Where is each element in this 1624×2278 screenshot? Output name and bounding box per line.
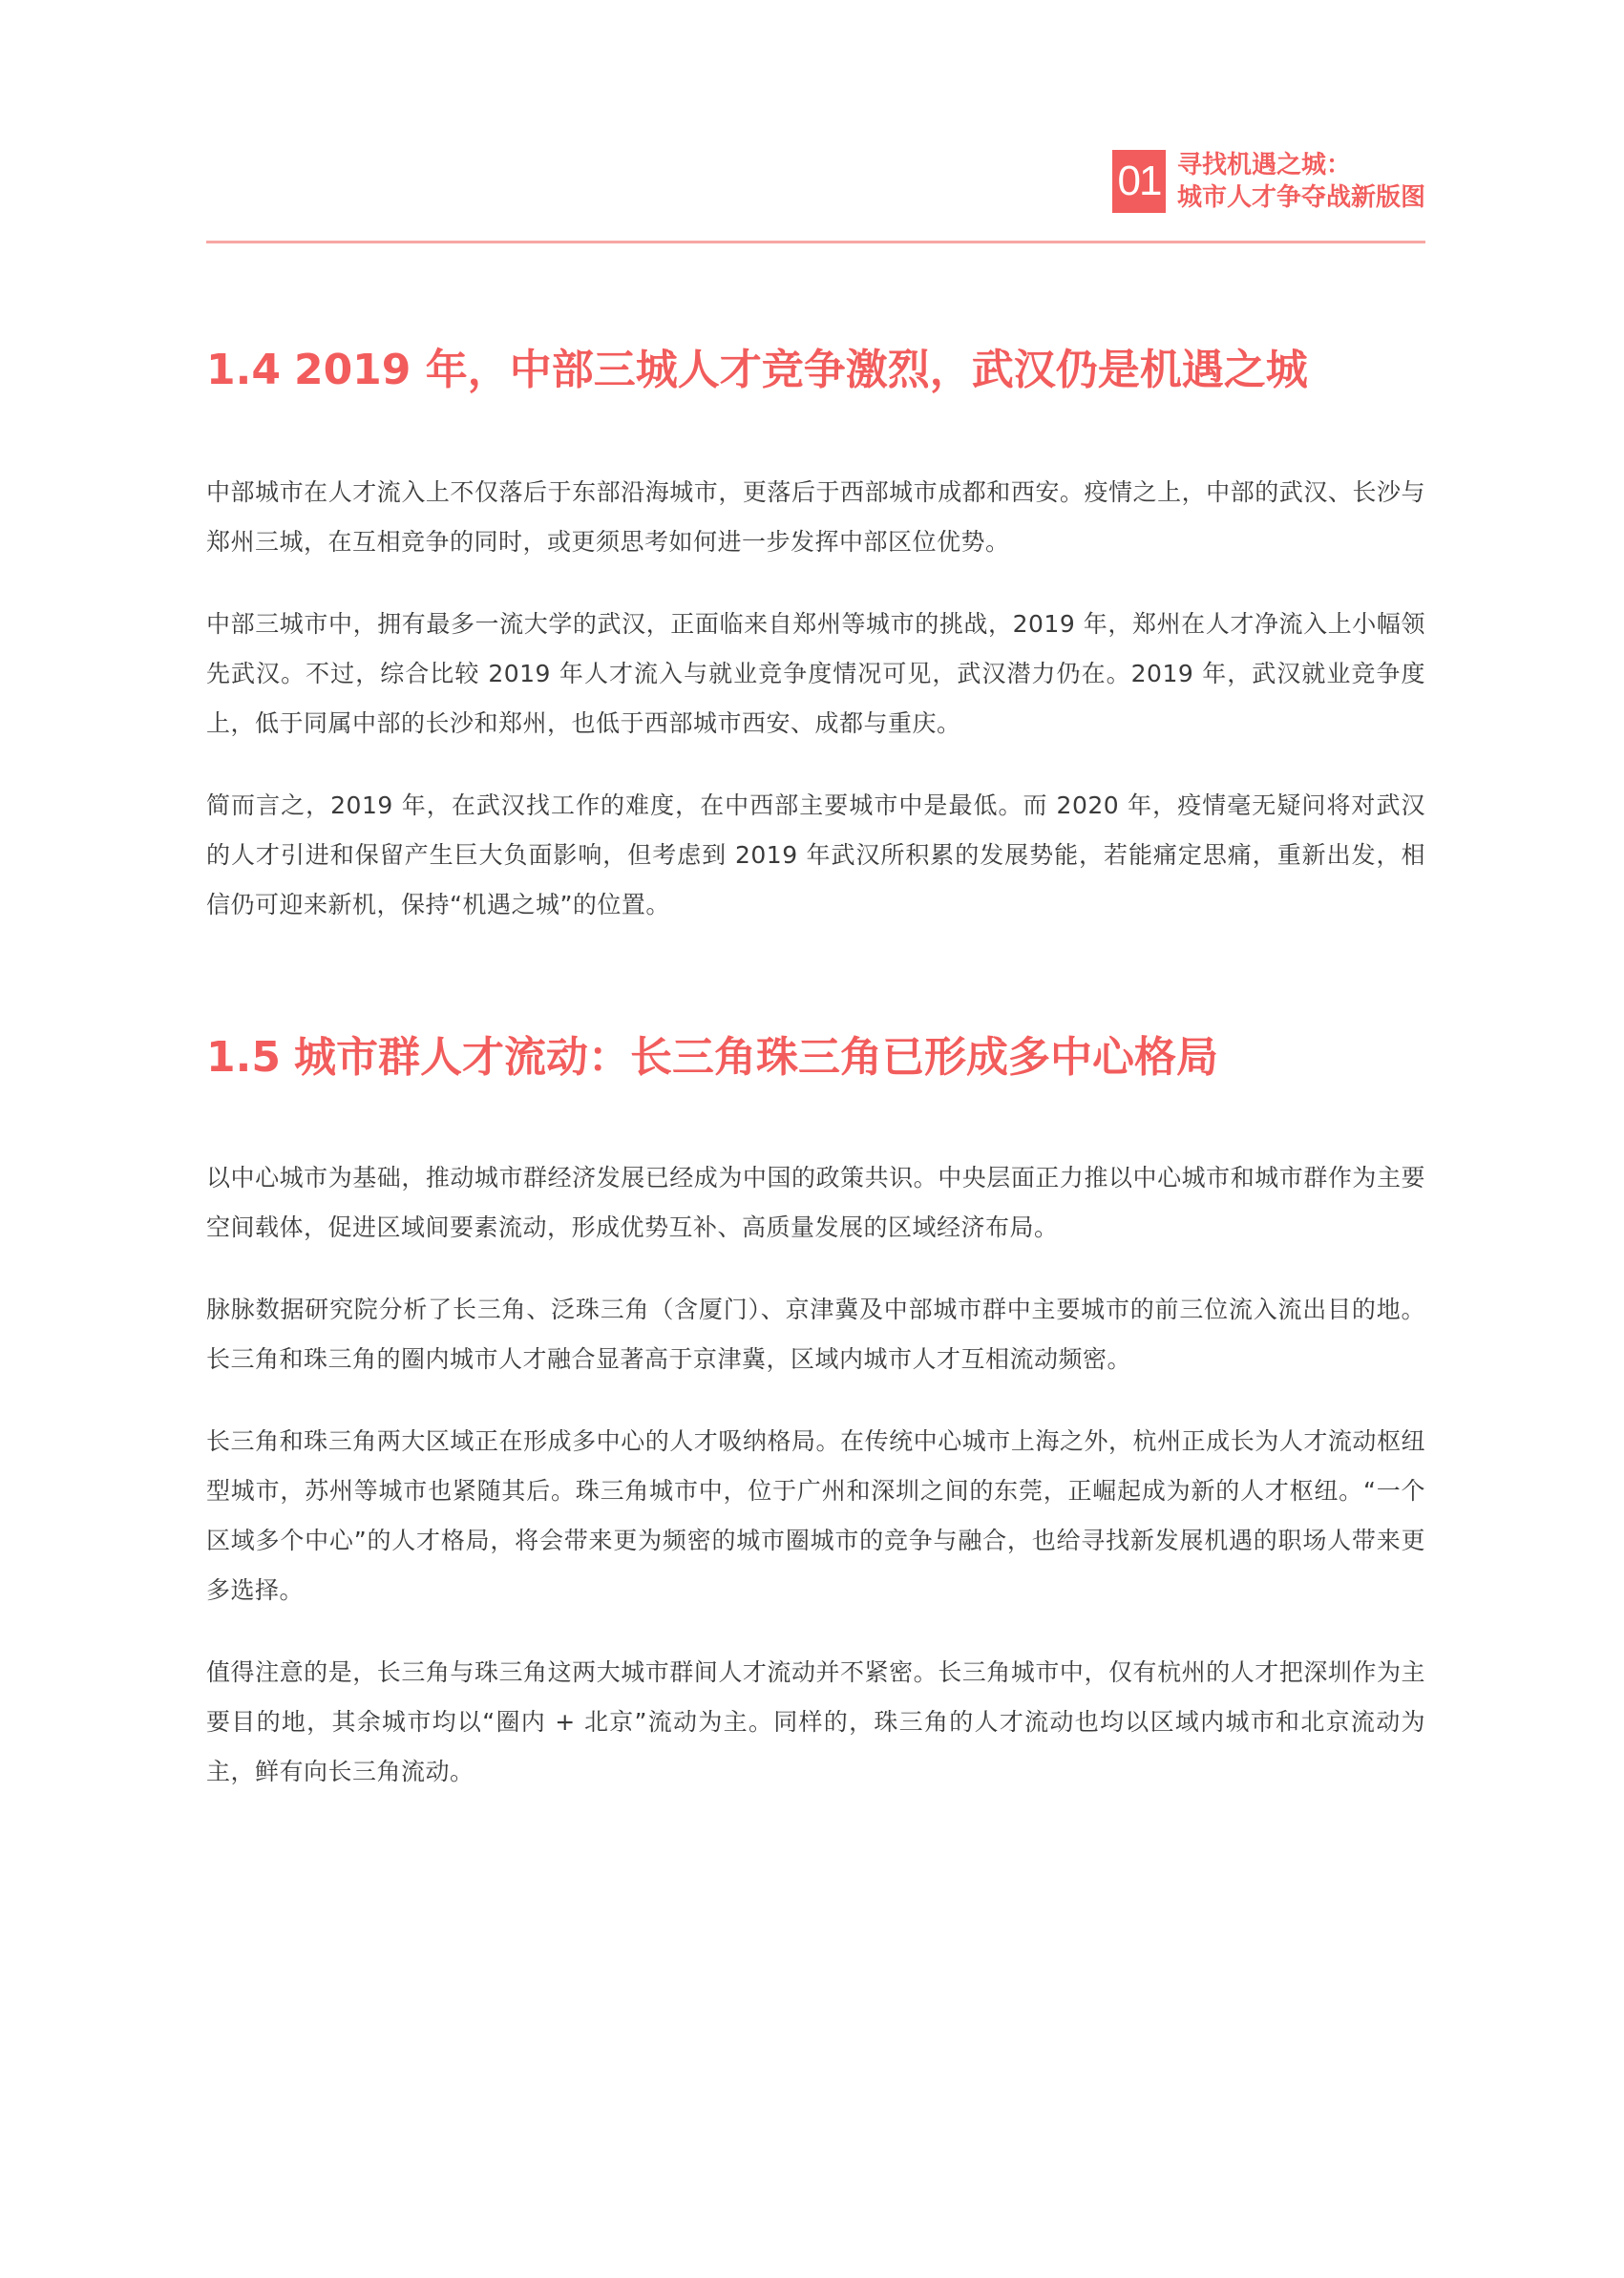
- paragraph: 中部三城市中，拥有最多一流大学的武汉，正面临来自郑州等城市的挑战，2019 年，郑州在人才净流入上小幅领先武汉。不过，综合比较 2019 年人才流入与就业竞争度情况可见，武汉潜力仍在。2019 年，武汉就业竞争度上，低于同属中部的长沙和郑州，也低于西部城市西安、成都与重庆。: [206, 610, 1425, 737]
- section-heading-1-5: [206, 1031, 1218, 1085]
- paragraph: 脉脉数据研究院分析了长三角、泛珠三角（含厦门）、京津冀及中部城市群中主要城市的前三位流入流出目的地。长三角和珠三角的圈内城市人才融合显著高于京津冀，区域内城市人才互相流动频密。: [206, 1296, 1425, 1373]
- chapter-title-line-1: 寻找机遇之城：: [1176, 151, 1351, 179]
- chapter-header: [1112, 149, 1425, 214]
- section-heading-1-4: [206, 344, 1308, 397]
- paragraph: 简而言之，2019 年，在武汉找工作的难度，在中西部主要城市中是最低。而 2020 年，疫情毫无疑问将对武汉的人才引进和保留产生巨大负面影响，但考虑到 2019 年武汉所积累的发展势能，若能痛定思痛，重新出发，相信仍可迎来新机，保持“机遇之城”的位置。: [206, 791, 1425, 918]
- paragraph: 值得注意的是，长三角与珠三角这两大城市群间人才流动并不紧密。长三角城市中，仅有杭州的人才把深圳作为主要目的地，其余城市均以“圈内 + 北京”流动为主。同样的，珠三角的人才流动也均以区域内城市和北京流动为主，鲜有向长三角流动。: [206, 1658, 1425, 1785]
- paragraph: 中部城市在人才流入上不仅落后于东部沿海城市，更落后于西部城市成都和西安。疫情之上，中部的武汉、长沙与郑州三城，在互相竞争的同时，或更须思考如何进一步发挥中部区位优势。: [206, 478, 1425, 556]
- paragraph: 以中心城市为基础，推动城市群经济发展已经成为中国的政策共识。中央层面正力推以中心城市和城市群作为主要空间载体，促进区域间要素流动，形成优势互补、高质量发展的区域经济布局。: [206, 1164, 1425, 1241]
- section-body-1-5: [206, 1153, 1425, 1829]
- section-number: 1.4: [206, 346, 281, 394]
- chapter-title-line-2: 城市人才争夺战新版图: [1176, 183, 1425, 212]
- header-divider: [206, 241, 1425, 243]
- section-title-text: 城市群人才流动：长三角珠三角已形成多中心格局: [293, 1033, 1218, 1082]
- section-body-1-4: [206, 468, 1425, 962]
- paragraph: 长三角和珠三角两大区域正在形成多中心的人才吸纳格局。在传统中心城市上海之外，杭州正成长为人才流动枢纽型城市，苏州等城市也紧随其后。珠三角城市中，位于广州和深圳之间的东莞，正崛起成为新的人才枢纽。“一个区域多个中心”的人才格局，将会带来更为频密的城市圈城市的竞争与融合，也给寻找新发展机遇的职场人带来更多选择。: [206, 1427, 1425, 1604]
- section-number: 1.5: [206, 1033, 281, 1082]
- chapter-number-badge: 01: [1112, 150, 1166, 213]
- section-title-text: 2019 年，中部三城人才竞争激烈，武汉仍是机遇之城: [293, 346, 1308, 394]
- chapter-title: [1177, 149, 1425, 214]
